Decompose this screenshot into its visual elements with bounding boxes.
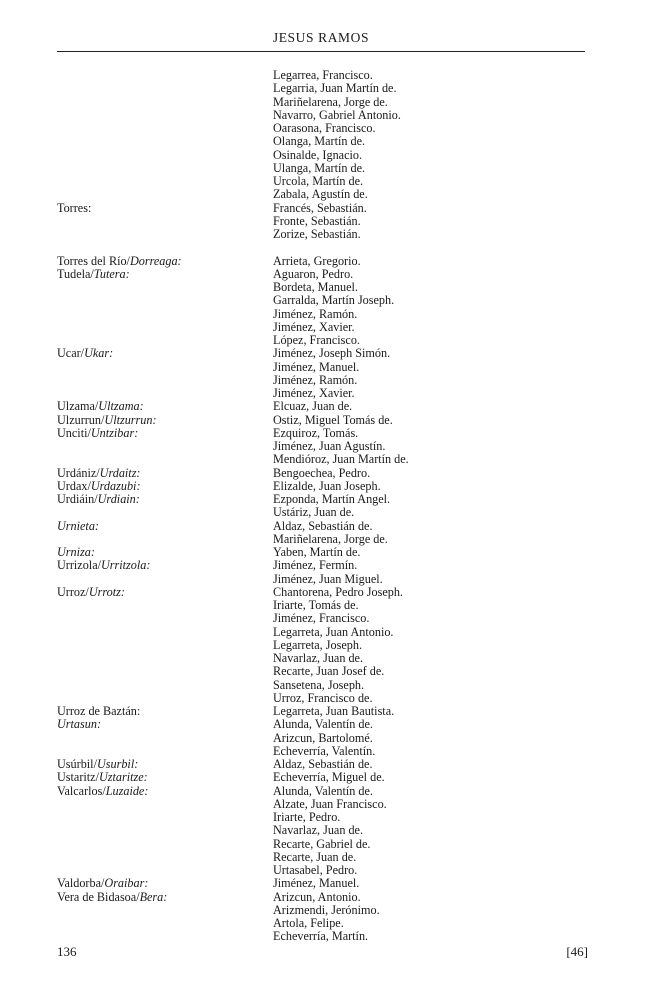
list-row (0, 692, 645, 705)
person-name: Elizalde, Juan Joseph. (273, 478, 381, 493)
person-name: Iriarte, Pedro. (273, 810, 341, 824)
person-name: Oarasona, Francisco. (273, 121, 376, 135)
list-row (0, 758, 645, 771)
person-name: Ustáriz, Juan de. (273, 505, 355, 520)
person-name: Jiménez, Ramón. (273, 306, 358, 321)
person-name: Francés, Sebastián. (273, 200, 367, 215)
place-name (57, 255, 182, 268)
list-row (0, 559, 645, 572)
person-name: Artola, Felipe. (273, 916, 344, 930)
person-name: Legarreta, Juan Bautista. (273, 704, 395, 718)
list-row (0, 573, 645, 586)
place-name (57, 414, 157, 427)
person-name: Alunda, Valentín de. (273, 783, 373, 798)
place-spanish: Urdiáin/ (57, 492, 98, 506)
running-header: JESUS RAMOS (272, 30, 370, 45)
place-spanish: Urdániz/ (57, 465, 100, 480)
place-spanish: Ucar/ (57, 346, 85, 361)
place-spanish: Urrizola/ (57, 558, 101, 573)
list-row (0, 281, 645, 294)
person-name: Jiménez, Fermín. (273, 558, 358, 573)
list-row (0, 546, 645, 559)
person-name: Yaben, Martín de. (273, 545, 361, 559)
list-row (0, 824, 645, 837)
place-spanish: Ustaritz/ (57, 770, 99, 785)
person-name: Jiménez, Manuel. (273, 876, 360, 891)
place-name (57, 467, 141, 480)
place-spanish: Vera de Bidasoa/ (57, 889, 140, 904)
list-row (0, 175, 645, 188)
person-name: Legarrea, Francisco. (273, 68, 373, 82)
person-name: Jiménez, Xavier. (273, 319, 355, 334)
list-row (0, 96, 645, 109)
list-row (0, 811, 645, 824)
list-row (0, 82, 645, 95)
person-name: Ostiz, Miguel Tomás de. (273, 412, 393, 427)
place-basque: Uztaritze: (98, 770, 148, 785)
person-name: Urroz, Francisco de. (273, 690, 373, 705)
list-row (0, 639, 645, 652)
place-name (57, 400, 144, 413)
place-name (57, 480, 141, 493)
person-name: Legarreta, Juan Antonio. (273, 624, 394, 639)
place-name (57, 771, 148, 784)
person-name: Jiménez, Manuel. (273, 359, 360, 374)
list-row (0, 188, 645, 201)
list-row (0, 69, 645, 82)
name-list (0, 69, 645, 944)
list-row (0, 334, 645, 347)
list-row (0, 308, 645, 321)
list-row (0, 135, 645, 148)
person-name: Sansetena, Joseph. (273, 677, 365, 692)
person-name: Zorize, Sebastián. (273, 227, 361, 241)
person-name: Jiménez, Francisco. (273, 611, 370, 626)
list-row (0, 864, 645, 877)
place-spanish: Urdax/ (57, 478, 91, 493)
place-name (57, 559, 150, 572)
list-row (0, 440, 645, 453)
list-row (0, 520, 645, 533)
person-name: Bordeta, Manuel. (273, 280, 358, 294)
person-name: Navarro, Gabriel Antonio. (273, 107, 401, 122)
list-row (0, 414, 645, 427)
person-name: Ezquiroz, Tomás. (273, 425, 359, 440)
list-row (0, 586, 645, 599)
person-name: Mariñelarena, Jorge de. (273, 531, 388, 546)
person-name: Jiménez, Juan Miguel. (273, 571, 383, 586)
list-row (0, 162, 645, 175)
person-name: Bengoechea, Pedro. (273, 465, 371, 480)
place-spanish: Unciti/ (57, 425, 91, 440)
place-basque: Ultzama: (98, 399, 144, 414)
person-name: Recarte, Juan de. (273, 849, 357, 864)
list-row (0, 467, 645, 480)
place-name (57, 758, 138, 771)
place-basque: Usurbil: (96, 757, 139, 771)
person-name: Osinalde, Ignacio. (273, 147, 363, 162)
list-row (0, 215, 645, 228)
place-basque: Urtasun: (57, 717, 102, 732)
place-basque: Luzaide: (105, 783, 149, 798)
place-spanish: Ulzurrun/ (57, 412, 105, 427)
list-row (0, 904, 645, 917)
person-name: Aguaron, Pedro. (273, 266, 354, 281)
list-row (0, 626, 645, 639)
list-row (0, 665, 645, 678)
person-name: Echeverría, Miguel de. (273, 770, 385, 785)
person-name: Echeverría, Martín. (273, 929, 369, 944)
person-name: Chantorena, Pedro Joseph. (273, 584, 403, 599)
person-name: Legarria, Juan Martín de. (273, 81, 397, 96)
place-name (57, 493, 140, 506)
person-name: Alzate, Juan Francisco. (273, 796, 387, 811)
place-name (57, 202, 91, 215)
list-row (0, 917, 645, 930)
place-spanish: Torres del Río/ (57, 253, 130, 268)
place-spanish: Valdorba/ (57, 876, 105, 891)
place-name (57, 877, 148, 890)
list-row (0, 745, 645, 758)
place-name (57, 347, 113, 360)
header-rule (57, 51, 585, 52)
list-row (0, 228, 645, 241)
list-row (0, 851, 645, 864)
person-name: Jiménez, Joseph Simón. (273, 346, 391, 361)
place-name (57, 520, 99, 533)
list-row (0, 268, 645, 281)
place-basque: Urdiain: (97, 492, 140, 506)
list-row (0, 374, 645, 387)
list-row (0, 109, 645, 122)
place-name (57, 718, 101, 731)
list-row (0, 149, 645, 162)
place-basque: Dorreaga: (129, 253, 182, 268)
place-name (57, 546, 95, 559)
list-row (0, 480, 645, 493)
person-name: Navarlaz, Juan de. (273, 823, 364, 838)
list-row (0, 347, 645, 360)
list-row (0, 718, 645, 731)
person-name: Arizmendi, Jerónimo. (273, 902, 380, 917)
place-spanish: Tudela/ (57, 266, 94, 281)
place-basque: Ultzurrun: (104, 412, 157, 427)
person-name: Zabala, Agustín de. (273, 187, 368, 202)
place-name (57, 586, 125, 599)
place-name (57, 268, 130, 281)
person-name: Elcuaz, Juan de. (273, 399, 353, 414)
person-name: Urcola, Martín de. (273, 174, 364, 188)
list-row (0, 891, 645, 904)
person-name: Jiménez, Juan Agustín. (273, 439, 386, 453)
person-name: Mariñelarena, Jorge de. (273, 94, 388, 109)
place-basque: Urrotz: (88, 584, 125, 599)
place-spanish: Ulzama/ (57, 399, 99, 414)
person-name: Iriarte, Tomás de. (273, 598, 359, 612)
person-name: Olanga, Martín de. (273, 134, 366, 149)
person-name: Ezponda, Martín Angel. (273, 492, 391, 506)
person-name: Echeverría, Valentín. (273, 743, 376, 758)
place-basque: Urniza: (57, 545, 95, 559)
person-name: Jiménez, Xavier. (273, 386, 355, 400)
place-basque: Untzibar: (90, 425, 139, 440)
place-name (57, 427, 138, 440)
place-name (57, 891, 167, 904)
place-basque: Ukar: (84, 346, 114, 361)
list-row (0, 361, 645, 374)
list-row (0, 798, 645, 811)
list-row (0, 255, 645, 268)
place-basque: Oraibar: (104, 876, 149, 891)
place-spanish: Valcarlos/ (57, 783, 106, 798)
list-row (0, 785, 645, 798)
page-reference: [46] (566, 944, 588, 959)
place-basque: Urritzola: (101, 558, 151, 573)
list-row (0, 493, 645, 506)
list-row (0, 321, 645, 334)
place-basque: Urdazubi: (90, 478, 141, 493)
person-name: Arizcun, Bartolomé. (273, 730, 373, 745)
list-row (0, 679, 645, 692)
list-row (0, 877, 645, 890)
list-row (0, 453, 645, 466)
list-row (0, 930, 645, 943)
person-name: Legarreta, Joseph. (273, 637, 362, 652)
place-basque: Urdaitz: (99, 465, 141, 480)
place-spanish: Urroz/ (57, 584, 89, 599)
person-name: Recarte, Gabriel de. (273, 836, 371, 851)
place-spanish: Urroz de Baztán: (57, 704, 141, 718)
list-row (0, 705, 645, 718)
person-name: Garralda, Martín Joseph. (273, 293, 395, 308)
list-row (0, 241, 645, 254)
person-name: López, Francisco. (273, 333, 360, 347)
person-name: Aldaz, Sebastián de. (273, 757, 373, 771)
person-name: Arrieta, Gregorio. (273, 253, 361, 268)
list-row (0, 533, 645, 546)
place-basque: Tutera: (93, 266, 130, 281)
list-row (0, 400, 645, 413)
place-spanish: Torres: (57, 200, 92, 215)
person-name: Arizcun, Antonio. (273, 889, 361, 904)
person-name: Alunda, Valentín de. (273, 717, 373, 732)
list-row (0, 506, 645, 519)
list-row (0, 294, 645, 307)
place-name (57, 705, 140, 718)
person-name: Mendióroz, Juan Martín de. (273, 452, 409, 467)
person-name: Fronte, Sebastián. (273, 213, 361, 228)
list-row (0, 771, 645, 784)
place-name (57, 785, 148, 798)
person-name: Jiménez, Ramón. (273, 372, 358, 387)
person-name: Ulanga, Martín de. (273, 160, 366, 175)
list-row (0, 732, 645, 745)
place-basque: Bera: (139, 889, 168, 904)
list-row (0, 427, 645, 440)
list-row (0, 838, 645, 851)
person-name: Aldaz, Sebastián de. (273, 518, 373, 533)
list-row (0, 612, 645, 625)
list-row (0, 652, 645, 665)
list-row (0, 122, 645, 135)
list-row (0, 599, 645, 612)
place-spanish: Usúrbil/ (57, 757, 97, 771)
person-name: Urtasabel, Pedro. (273, 863, 358, 877)
place-basque: Urnieta: (57, 518, 99, 533)
list-row (0, 202, 645, 215)
person-name: Navarlaz, Juan de. (273, 651, 364, 665)
list-row (0, 387, 645, 400)
person-name: Recarte, Juan Josef de. (273, 664, 385, 679)
page-number: 136 (57, 944, 77, 959)
